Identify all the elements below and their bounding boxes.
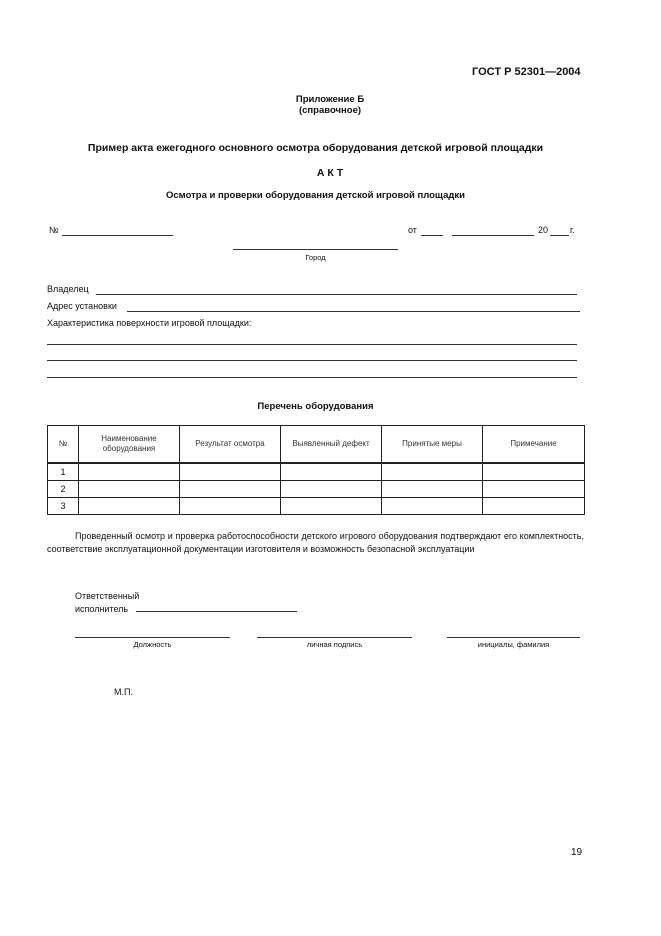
document-title: Пример акта ежегодного основного осмотра оборудования детской игровой площадки [87, 142, 544, 154]
responsible-field [136, 611, 297, 612]
name-label: инициалы, фамилия [477, 640, 550, 649]
table-cell [382, 481, 483, 498]
executor-label: исполнитель [75, 604, 129, 614]
owner-label: Владелец [47, 284, 89, 294]
table-cell [483, 463, 585, 481]
table-cell [382, 498, 483, 515]
act-subtitle: Осмотра и проверки оборудования детской игровой площадки [166, 190, 465, 201]
table-cell [483, 498, 585, 515]
table-cell [180, 481, 281, 498]
equipment-table [47, 425, 585, 515]
responsible-label: Ответственный [75, 591, 140, 601]
table-cell [79, 498, 180, 515]
year-label: 20 [538, 225, 549, 235]
number-label: № [49, 225, 59, 235]
table-row [48, 498, 585, 515]
appendix-heading [230, 94, 430, 116]
position-label: Должность [133, 640, 172, 649]
address-field [127, 311, 580, 312]
surface-label: Характеристика поверхности игровой площадки: [47, 318, 252, 328]
date-day-field [421, 235, 443, 236]
table-cell [382, 463, 483, 481]
surface-line-1 [47, 344, 577, 345]
equipment-title: Перечень оборудования [257, 401, 374, 412]
header-defect: Выявленный дефект [281, 426, 382, 464]
table-cell [79, 481, 180, 498]
table-cell [281, 498, 382, 515]
city-field [233, 249, 398, 250]
name-field [447, 637, 580, 638]
stamp-label: М.П. [114, 687, 133, 697]
page-number: 19 [571, 847, 583, 858]
row-number: 3 [48, 498, 79, 515]
city-label: Город [305, 253, 326, 262]
year-suffix: г. [570, 225, 575, 235]
responsible-block [75, 590, 139, 616]
header-number: № [48, 426, 79, 464]
table-header-row [48, 426, 585, 464]
appendix-title: Приложение Б [295, 94, 365, 105]
row-number: 2 [48, 481, 79, 498]
standard-number: ГОСТ Р 52301—2004 [472, 66, 581, 78]
conclusion-paragraph: Проведенный осмотр и проверка работоспособности детского игрового оборудования подтверждают его комплектность, соответствие эксплуатационной документации изготовителя и возможность безопасной эксплуатации [47, 531, 584, 554]
header-measures: Принятые меры [382, 426, 483, 464]
header-notes: Примечание [483, 426, 585, 464]
table-cell [79, 463, 180, 481]
header-equipment-name: Наименование оборудования [79, 426, 180, 464]
owner-field [96, 294, 577, 295]
table-cell [180, 463, 281, 481]
date-month-field [452, 235, 534, 236]
header-inspection-result: Результат осмотра [180, 426, 281, 464]
appendix-subtitle: (справочное) [298, 105, 362, 116]
date-from-label: от [408, 225, 417, 235]
surface-line-3 [47, 377, 577, 378]
table-row [48, 481, 585, 498]
position-field [75, 637, 230, 638]
table-cell [180, 498, 281, 515]
row-number: 1 [48, 463, 79, 481]
table-cell [281, 463, 382, 481]
table-cell [483, 481, 585, 498]
table-row [48, 463, 585, 481]
signature-field [257, 637, 412, 638]
table-cell [281, 481, 382, 498]
year-field [550, 235, 569, 236]
surface-line-2 [47, 360, 577, 361]
address-label: Адрес установки [47, 301, 117, 311]
signature-label: личная подпись [306, 640, 363, 649]
act-title: А К Т [316, 167, 344, 179]
number-field [62, 235, 173, 236]
